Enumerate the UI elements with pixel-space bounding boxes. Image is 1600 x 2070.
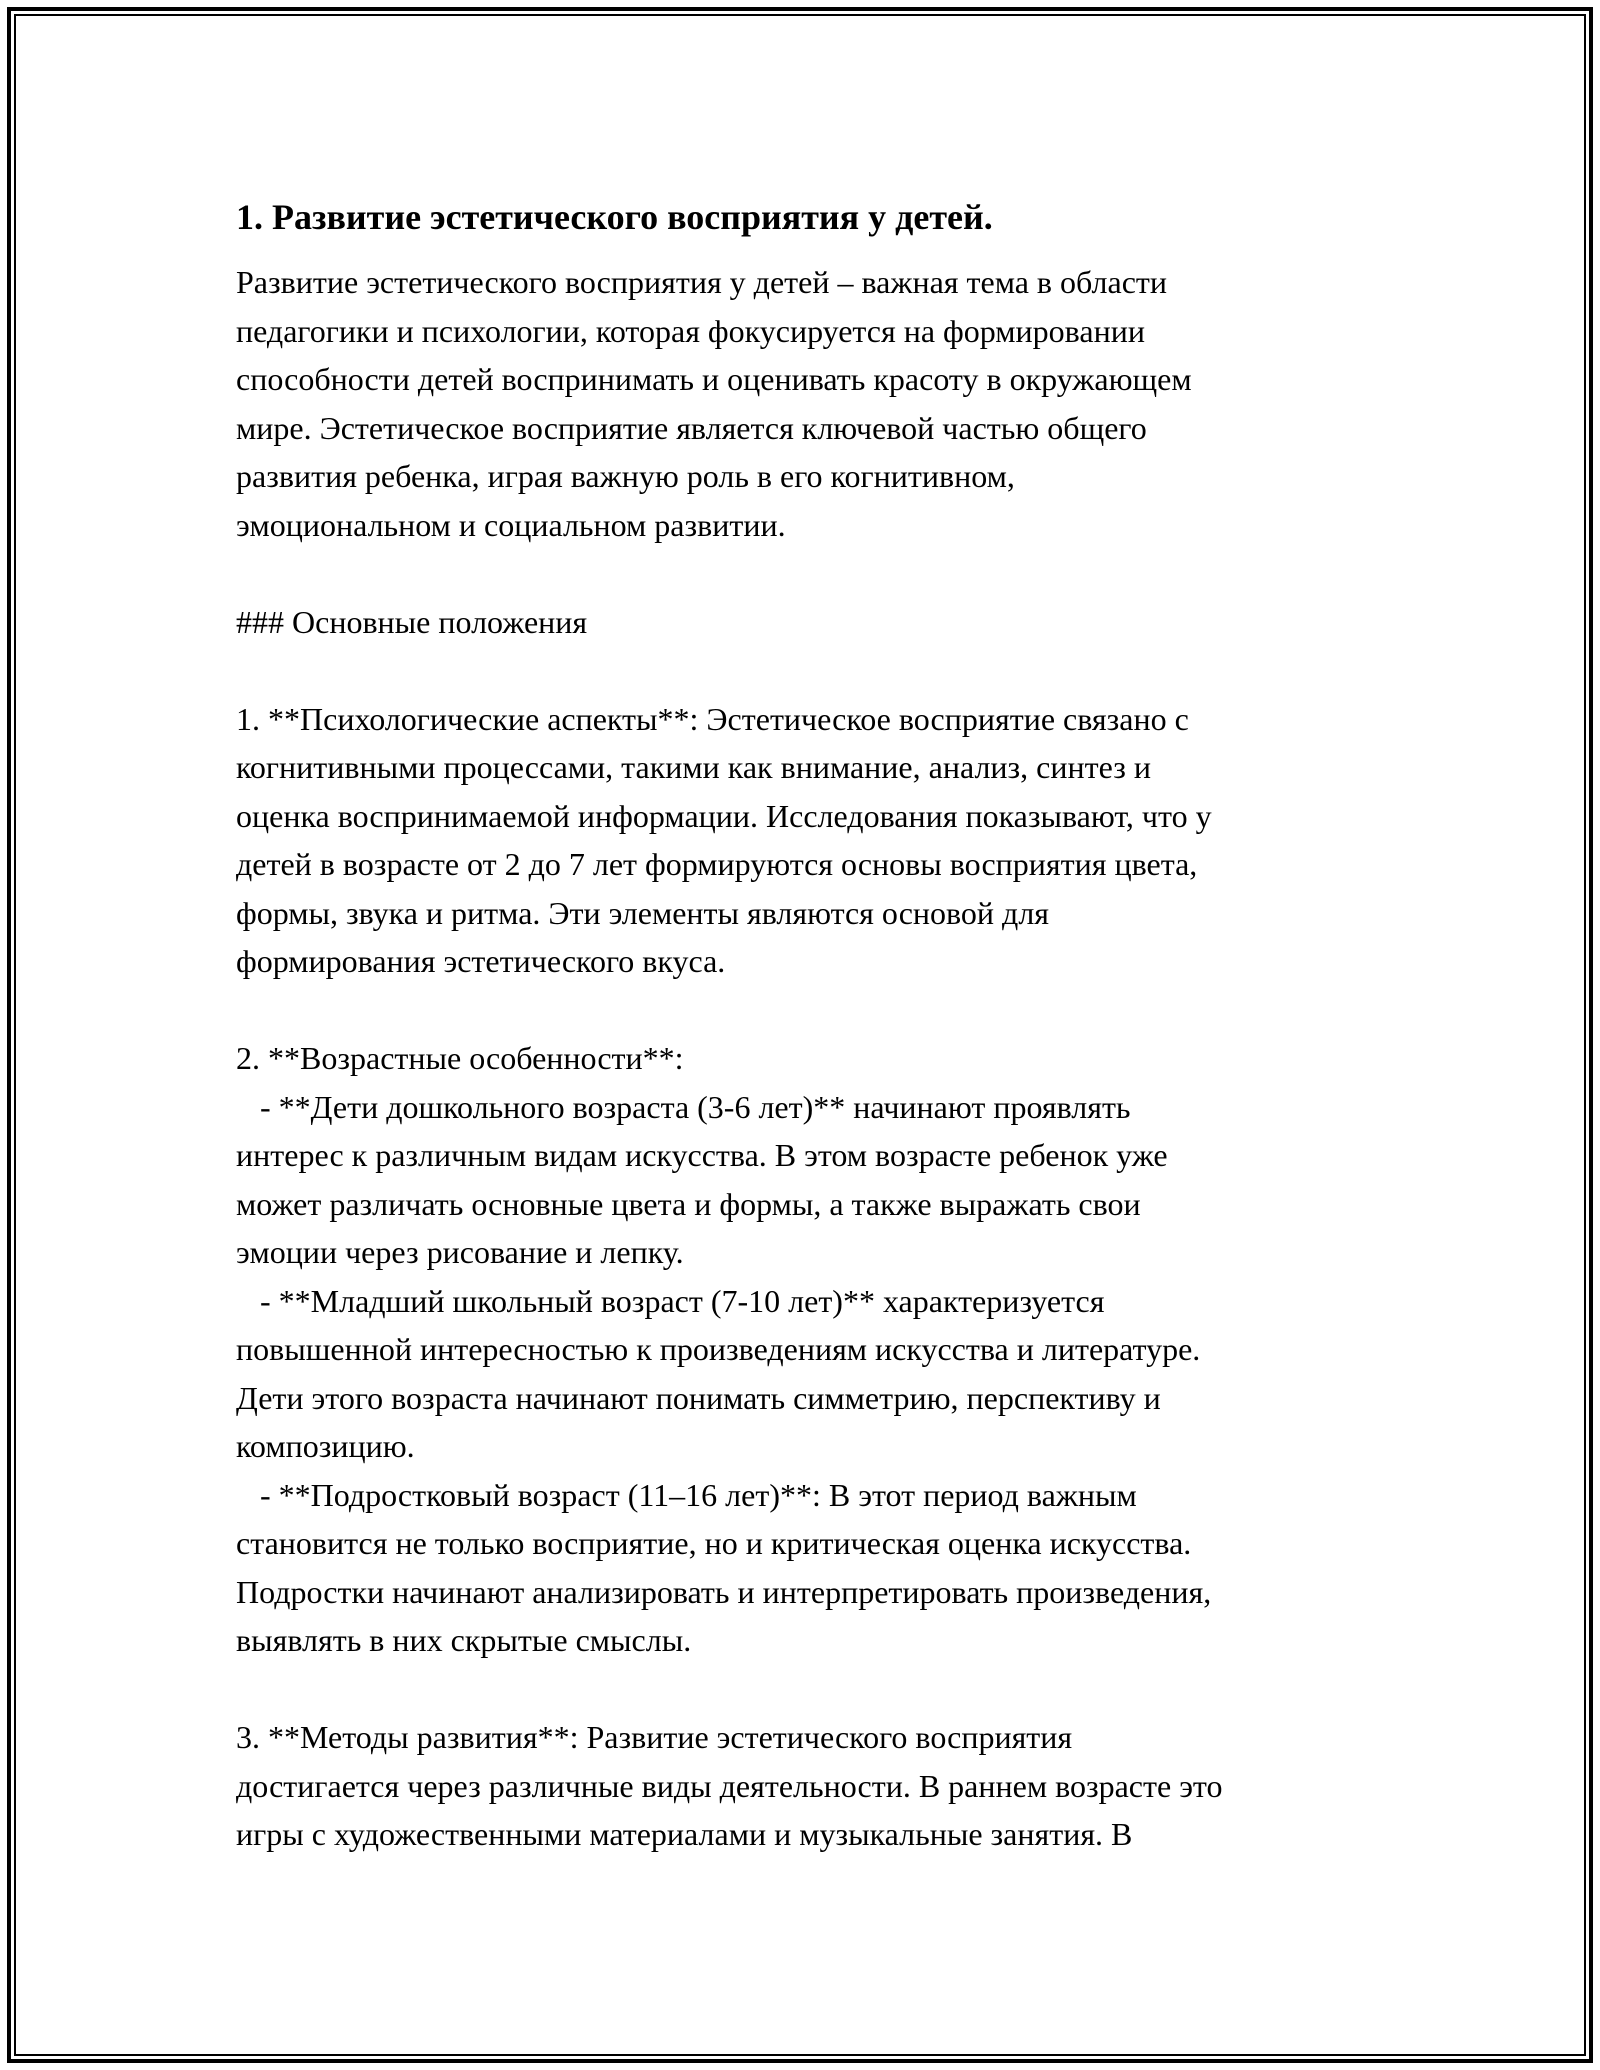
text-line: 3. **Методы развития**: Развитие эстетического восприятия (236, 1719, 1073, 1755)
blank-line (236, 1665, 1376, 1714)
document-content (236, 188, 1376, 1859)
text-line: оценка воспринимаемой информации. Исследования показывают, что у (236, 797, 1212, 834)
blank-line (236, 549, 1376, 598)
text-line: - **Младший школьный возраст (7-10 лет)** характеризуется (236, 1282, 1105, 1319)
text-line: достигается через различные виды деятельности. В раннем возрасте это (236, 1767, 1223, 1804)
text-line: 1. **Психологические аспекты**: Эстетическое восприятие связано с (236, 700, 1189, 737)
text-line: Дети этого возраста начинают понимать симметрию, перспективу и (236, 1379, 1161, 1416)
text-line: мире. Эстетическое восприятие является ключевой частью общего (236, 409, 1147, 446)
text-line: формирования эстетического вкуса. (236, 943, 726, 979)
text-line: 2. **Возрастные особенности**: (236, 1040, 684, 1076)
text-line: интерес к различным видам искусства. В этом возрасте ребенок уже (236, 1137, 1168, 1173)
text-line: Развитие эстетического восприятия у детей – важная тема в области (236, 264, 1167, 300)
text-line: педагогики и психологии, которая фокусируется на формировании (236, 312, 1145, 349)
text-line: игры с художественными материалами и музыкальные занятия. В (236, 1816, 1133, 1852)
text-line: повышенной интересностью к произведениям искусства и литературе. (236, 1331, 1201, 1367)
text-line: выявлять в них скрытые смыслы. (236, 1622, 692, 1658)
text-line: когнитивными процессами, такими как внимание, анализ, синтез и (236, 749, 1151, 785)
text-line: - **Подростковый возраст (11–16 лет)**: В этот период важным (236, 1476, 1137, 1513)
text-line: эмоции через рисование и лепку. (236, 1234, 684, 1270)
text-line: Подростки начинают анализировать и интерпретировать произведения, (236, 1573, 1212, 1610)
text-line: может различать основные цвета и формы, а также выражать свои (236, 1185, 1141, 1222)
text-line: становится не только восприятие, но и критическая оценка искусства. (236, 1525, 1192, 1561)
text-line: эмоциональном и социальном развитии. (236, 506, 786, 543)
text-line: развития ребенка, играя важную роль в его когнитивном, (236, 458, 1015, 494)
text-line: детей в возрасте от 2 до 7 лет формируются основы восприятия цвета, (236, 846, 1198, 882)
document-title: 1. Развитие эстетического восприятия у детей. (236, 197, 993, 237)
text-line: способности детей воспринимать и оценивать красоту в окружающем (236, 361, 1192, 397)
blank-line (236, 646, 1376, 695)
text-line: композицию. (236, 1428, 415, 1464)
blank-line (236, 986, 1376, 1035)
text-line: - **Дети дошкольного возраста (3-6 лет)** начинают проявлять (236, 1088, 1131, 1125)
text-line: ### Основные положения (236, 603, 588, 640)
document-body (236, 258, 1376, 1859)
text-line: формы, звука и ритма. Эти элементы являются основой для (236, 894, 1049, 931)
